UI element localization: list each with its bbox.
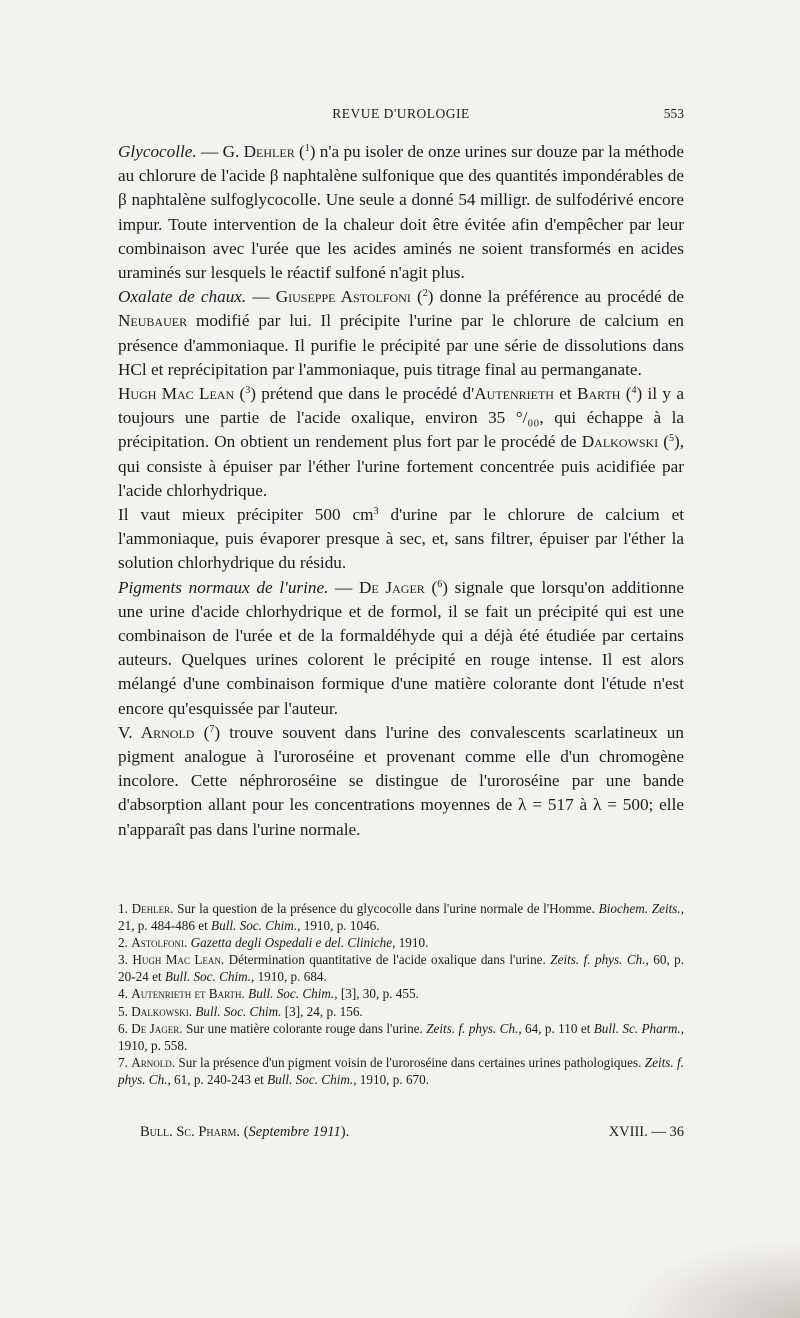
section-title: Glycocolle.	[118, 142, 197, 161]
footnote-journal: Bull. Soc. Chim.	[195, 1003, 282, 1019]
footnotes	[118, 900, 684, 1088]
paragraph-pigments: Pigments normaux de l'urine. — De Jager ($^6$) signale que lorsqu'on additionne une urine d'acide chlorhydrique et de formol, il se fait un précipité qui est une combinaison de l'urée et de la formaldéhyde qui a déjà été étudiée par certains auteurs. Quelques urines colorent le précipité en rouge intense. Il est alors mélangé d'une combinaison formique d'une matière colorante dont l'étude n'est encore qu'esquissée par l'auteur.	[118, 577, 685, 718]
footnote-text: Sur la présence d'un pigment voisin de l'uroroséine dans certaines urines pathologiques.	[175, 1054, 645, 1070]
footnote-text: Sur une matière colorante rouge dans l'urine.	[182, 1020, 427, 1036]
author-name: Autenrieth	[474, 384, 554, 404]
footnote-author: De Jager.	[131, 1020, 183, 1036]
paragraph-text: , qui consiste à épuiser par l'éther l'urine fortement concentrée puis acidifiée par l'acide chlorhydrique.	[118, 432, 684, 500]
author-name: Dehler	[243, 142, 295, 161]
footnote-number: 3.	[118, 952, 128, 968]
footnote-journal: Biochem. Zeits.	[598, 901, 681, 916]
running-head	[118, 106, 684, 126]
footnote-journal: Zeits. f. phys. Ch.	[118, 1054, 684, 1087]
author-name: V. Arnold	[118, 722, 195, 742]
footnote	[118, 985, 684, 1002]
footnote-text: [3], 24, p. 156.	[281, 1003, 363, 1019]
footnote-number: 2.	[118, 935, 128, 951]
footnote	[118, 1054, 684, 1088]
footnote-author: Autenrieth et Barth.	[131, 986, 245, 1002]
footer-paren: ).	[340, 1124, 350, 1140]
paragraph-text: il y a toujours une partie de l'acide oxalique, environ 35 °/₀₀, qui échappe à la précipitation. On obtient un rendement plus fort par le procédé de	[118, 384, 684, 452]
dash: — G.	[196, 142, 244, 161]
footnote	[118, 1020, 684, 1054]
footnote-ref: 1	[304, 143, 310, 154]
footnote	[118, 951, 684, 985]
superscript: 3	[373, 506, 379, 518]
author-name: De Jager	[358, 577, 425, 597]
footnote-ref: 6	[437, 578, 443, 590]
dash: —	[328, 577, 359, 597]
paper-scuff	[620, 1238, 800, 1318]
author-name: Neubauer	[118, 311, 188, 331]
footnote-journal: Gazetta degli Ospedali e del. Cliniche	[190, 935, 393, 951]
footnote-author: Astolfoni.	[131, 935, 188, 951]
paragraph-glycocolle: Glycocolle. — G. Dehler ($^1$) n'a pu isoler de onze urines sur douze par la méthode au chlorure de l'acide β naphtalène sulfonique que des quantités impondérables de β naphtalène sulfoglycocolle. Une seule a donné 54 milligr. de sulfodérivé encore impur. Toute intervention de la chaleur doit être évitée afin d'empêcher par leur combinaison avec l'urée que les acides aminés ne soient transformés en acides uraminés sur lesquels le réactif sulfoné n'agit plus.	[118, 142, 684, 283]
footnote-journal: Bull. Sc. Pharm.	[593, 1020, 681, 1036]
author-name: Barth	[577, 384, 621, 404]
page-footer	[140, 1124, 684, 1144]
footnote-journal: Zeits. f. phys. Ch.	[426, 1020, 519, 1036]
paragraph-arnold: V. Arnold ($^7$) trouve souvent dans l'urine des convalescents scarlatineux un pigment analogue à l'uroroséine et provenant comme elle d'un chromogène incolore. Cette néphroroséine se distingue de l'uroroséine par une bande d'absorption allant pour les concentrations moyennes de λ = 517 à λ = 500; elle n'apparaît pas dans l'urine normale.	[118, 722, 684, 839]
footnote-number: 4.	[118, 986, 128, 1002]
footnote-author: Hugh Mac Lean.	[132, 952, 225, 968]
author-name: Giuseppe Astolfoni	[275, 287, 411, 307]
author-name: Hugh Mac Lean	[118, 384, 235, 404]
footnote-number: 1.	[118, 901, 128, 916]
paragraph-text: trouve souvent dans l'urine des convalescents scarlatineux un pigment analogue à l'uroroséine et provenant comme elle d'un chromogène incolore. Cette néphroroséine se distingue de l'uroroséine par une bande d'absorption allant pour les concentrations moyennes de λ = 517 à λ = 500; elle n'apparaît pas dans l'urine normale.	[118, 722, 684, 839]
paragraph-oxalate: Oxalate de chaux. — Giuseppe Astolfoni ($^2$) donne la préférence au procédé de Neubauer modifié par lui. Il précipite l'urine par le chlorure de calcium en présence d'ammoniaque. Il purifie le précipité par une série de dissolutions dans HCl et reprécipitation par l'ammoniaque, puis titrage final au permanganate.	[118, 287, 684, 379]
paragraph-text: prétend que dans le procédé d'	[255, 384, 475, 404]
section-title: Pigments normaux de l'urine.	[118, 577, 329, 597]
author-name: Dalkowski	[581, 432, 659, 452]
footnote-journal: Bull. Soc. Chim.	[164, 969, 251, 985]
dash: —	[246, 287, 276, 307]
footnote-journal: Bull. Soc. Chim.	[267, 1071, 354, 1087]
footnote	[118, 934, 684, 951]
footnote-text: Détermination quantitative de l'acide oxalique dans l'urine.	[224, 952, 551, 968]
footnote-text: , 1910, p. 670.	[353, 1071, 430, 1087]
footnote	[118, 1003, 684, 1020]
footnote-ref: 4	[631, 385, 637, 397]
footer-journal: Bull. Sc. Pharm.	[140, 1124, 241, 1140]
section-title: Oxalate de chaux.	[118, 287, 247, 307]
footer-citation	[140, 1124, 349, 1141]
footnote-text: , 60, p. 20-24 et	[118, 952, 685, 985]
paragraph-text: Il vaut mieux précipiter 500 cm	[118, 505, 374, 525]
footnote-author: Arnold.	[131, 1054, 176, 1070]
paragraph-text: modifié par lui. Il précipite l'urine par le chlorure de calcium en présence d'ammoniaque. Il purifie le précipité par une série de dissolutions dans HCl et reprécipitation par l'ammoniaque, puis titrage final au permanganate.	[118, 311, 684, 379]
footnote	[118, 900, 684, 934]
footnote-ref: 2	[422, 288, 428, 300]
running-title: REVUE D'UROLOGIE	[332, 106, 470, 121]
paragraph-precipitation	[118, 503, 684, 576]
body-text	[118, 140, 684, 842]
paragraph-text: donne la préférence au procédé de	[433, 287, 684, 307]
paragraph-text: signale que lorsqu'on additionne une urine d'acide chlorhydrique et de formol, il se fait un précipité qui est une combinaison de l'urée et de la formaldéhyde qui a déjà été étudiée par certains auteurs. Quelques urines colorent le précipité en rouge intense. Il est alors mélangé d'une combinaison formique d'une matière colorante dont l'étude n'est encore qu'esquissée par l'auteur.	[118, 577, 685, 718]
footnote-journal: Bull. Soc. Chim.	[211, 918, 298, 934]
footnote-journal: Bull. Soc. Chim.	[248, 986, 335, 1002]
footer-date: Septembre 1911	[248, 1124, 341, 1140]
footnote-text: Sur la question de la présence du glycocolle dans l'urine normale de l'Homme.	[173, 901, 599, 916]
footnote-text: , 1910.	[392, 935, 429, 951]
footnote-number: 7.	[118, 1054, 128, 1070]
footnote-text: , 1910, p. 1046.	[297, 918, 380, 934]
footnote-number: 5.	[118, 1003, 128, 1019]
footnote-ref: 5	[668, 433, 674, 445]
paragraph-text: et	[553, 384, 578, 404]
footnote-author: Dehler.	[131, 901, 174, 916]
footnote-number: 6.	[118, 1020, 128, 1036]
footer-paren: (	[240, 1124, 249, 1140]
footnote-ref: 7	[209, 723, 215, 735]
footnote-text: , [3], 30, p. 455.	[334, 986, 419, 1002]
footnote-text: , 64, p. 110 et	[518, 1020, 594, 1036]
footnote-author: Dalkowski.	[131, 1003, 193, 1019]
footnote-text: , 61, p. 240-243 et	[167, 1071, 268, 1087]
page-number: 553	[663, 106, 684, 121]
footnote-text: , 21, p. 484-486 et	[118, 901, 685, 934]
footnote-text: , 1910, p. 558.	[118, 1020, 684, 1053]
footnote-text: , 1910, p. 684.	[250, 969, 327, 985]
footnote-journal: Zeits. f. phys. Ch.	[550, 952, 646, 968]
footnote-ref: 3	[245, 385, 251, 397]
footer-volume: XVIII. — 36	[608, 1124, 684, 1140]
paragraph-text: d'urine par le chlorure de calcium et l'ammoniaque, puis évaporer presque à sec, et, sans filtrer, épuiser par l'éther la solution chlorhydrique du résidu.	[118, 505, 684, 573]
paragraph-mac-lean: Hugh Mac Lean ($^3$) prétend que dans le procédé d'Autenrieth et Barth ($^4$) il y a toujours une partie de l'acide oxalique, environ 35 °/₀₀, qui échappe à la précipitation. On obtient un rendement plus fort par le procédé de Dalkowski ($^5$), qui consiste à épuiser par l'éther l'urine fortement concentrée puis acidifiée par l'acide chlorhydrique.	[118, 384, 684, 500]
paragraph-text: n'a pu isoler de onze urines sur douze par la méthode au chlorure de l'acide β naphtalène sulfonique que des quantités impondérables de β naphtalène sulfoglycocolle. Une seule a donné 54 milligr. de sulfodérivé encore impur. Toute intervention de la chaleur doit être évitée afin d'empêcher par leur combinaison avec l'urée que les acides aminés ne soient transformés en acides uraminés sur lesquels le réactif sulfoné n'agit plus.	[118, 142, 684, 283]
